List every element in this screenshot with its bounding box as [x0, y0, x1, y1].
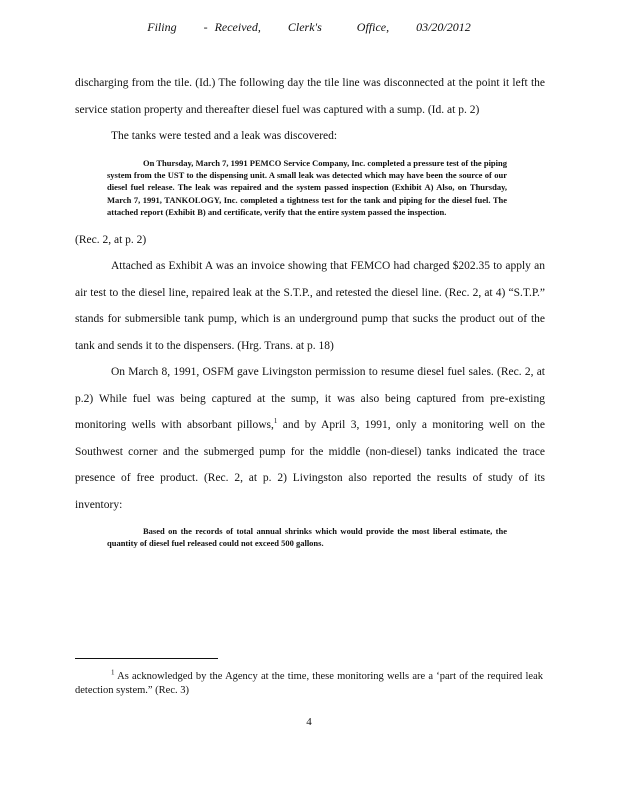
- paragraph-2: The tanks were tested and a leak was discovered:: [111, 130, 338, 142]
- block-quote-1-text: On Thursday, March 7, 1991 PEMCO Service Company, Inc. completed a pressure test of the piping system from the UST to the dispensing unit. A small leak was detected which may have been the source of our diesel fuel release. The leak was repaired and the system passed inspection (Exhibit A) Also, on Thursday, March 7, 1991, TANKOLOGY, Inc. completed a tightness test for the tank and piping for the diesel fuel. The attached report (Exhibit B) and certificate, verify that the entire system passed the inspection.: [107, 157, 507, 218]
- paragraph-3: Attached as Exhibit A was an invoice showing that FEMCO had charged $202.35 to apply an air test to the diesel line, repaired leak at the S.T.P., and retested the diesel line. (Rec. 2, at 4) “S.T.P.” stands for submersible tank pump, which is an underground pump that sucks the product out of the tank and sends it to the dispensers. (Hrg. Trans. at p. 18): [75, 260, 545, 352]
- header-filing: Filing: [147, 20, 177, 34]
- footnote-text: As acknowledged by the Agency at the time, these monitoring wells are a ‘part of the required leak detection system.” (Rec. 3): [75, 671, 543, 696]
- block-quote-2-text: Based on the records of total annual shrinks which would provide the most liberal estimate, the quantity of diesel fuel released could not exceed 500 gallons.: [107, 526, 507, 549]
- footnote-number: 1: [111, 668, 115, 677]
- header-date: 03/20/2012: [416, 20, 471, 34]
- footnote-ref: 1: [273, 417, 278, 426]
- block-quote-1: [107, 150, 507, 227]
- header-office: Clerk's Office,: [287, 20, 390, 34]
- document-body: [75, 70, 545, 558]
- block-quote-2: [107, 518, 507, 558]
- footnote-divider: [75, 658, 218, 659]
- paragraph-4: [75, 359, 545, 518]
- citation-1: (Rec. 2, at p. 2): [75, 233, 147, 246]
- paragraph-1: discharging from the tile. (Id.) The following day the tile line was disconnected at the point it left the service station property and thereafter diesel fuel was captured with a sump. (Id. at p. 2): [75, 77, 545, 116]
- footnote: [75, 670, 543, 698]
- page-number: 4: [306, 716, 312, 728]
- paragraph-4-start: On March 8, 1991, OSFM gave Livingston permission to resume diesel fuel sales. (Rec. 2, at p.2) While fuel was being captured at the sump, it was also being captured from pre-existing monitoring wells with absorbant pillows,: [75, 366, 545, 432]
- header-received: - Received,: [203, 20, 261, 34]
- paragraph-4-end: and by April 3, 1991, only a monitoring well on the Southwest corner and the submerged pump for the middle (non-diesel) tanks indicated the trace presence of free product. (Rec. 2, at p. 2) Livingston also reported the results of study of its inventory:: [75, 419, 545, 511]
- filing-header: [0, 20, 618, 35]
